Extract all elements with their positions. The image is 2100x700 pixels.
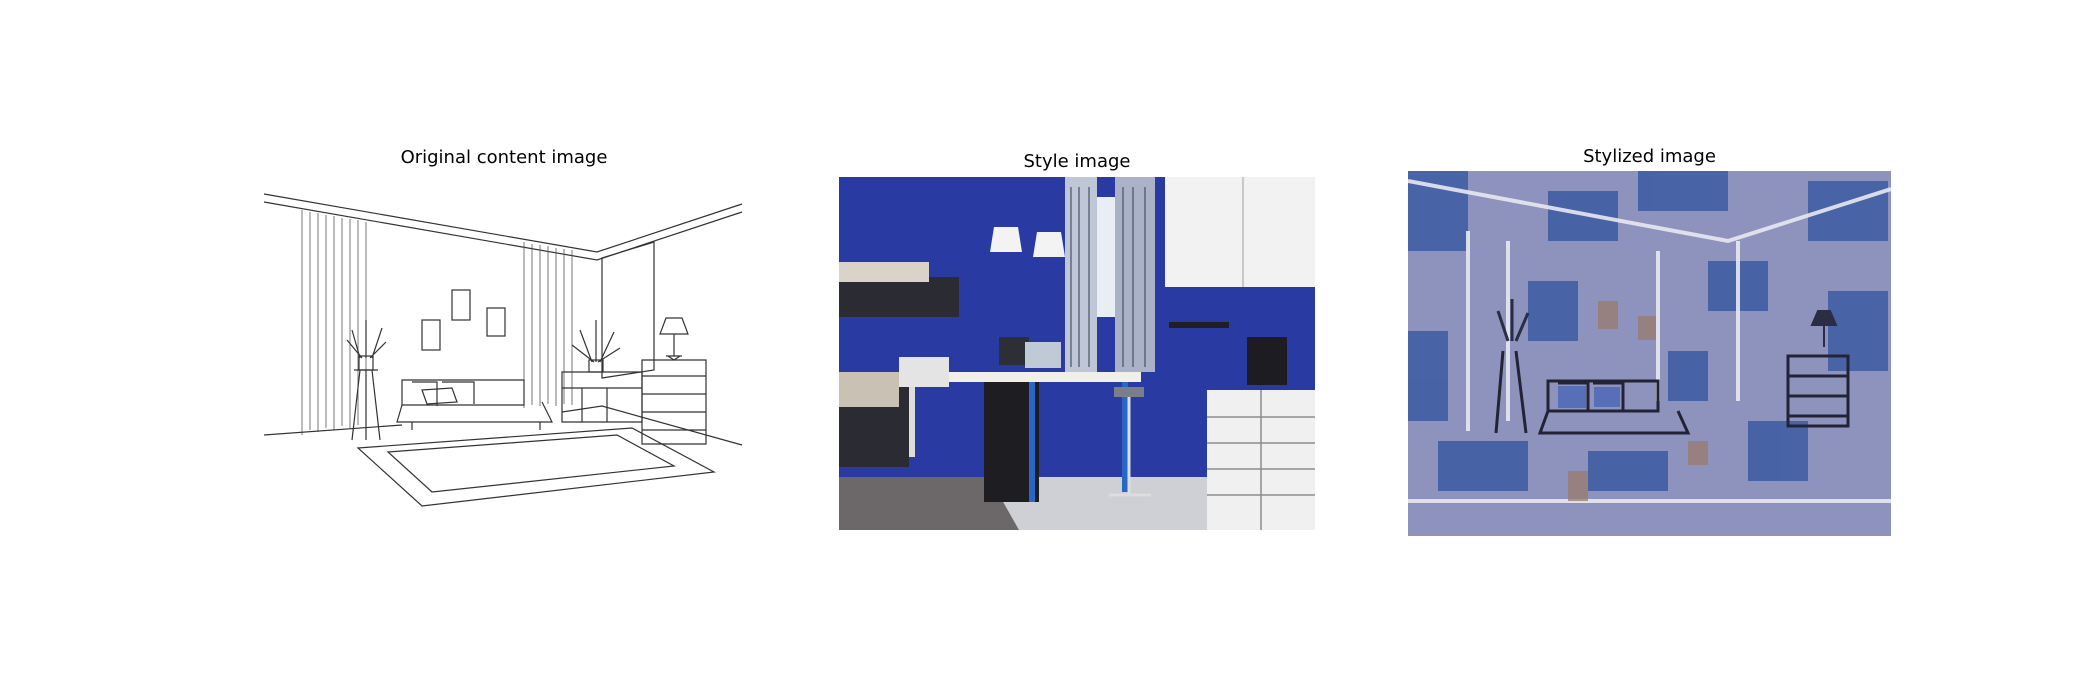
panel-title-style: Style image	[1023, 151, 1131, 172]
panel-title-stylized: Stylized image	[1583, 146, 1716, 167]
content-image-sketch	[262, 190, 746, 510]
panel-style-image	[839, 0, 1315, 700]
panel-title-content: Original content image	[400, 147, 608, 168]
style-image-photo	[839, 177, 1315, 530]
panel-content-image	[262, 0, 746, 700]
panel-stylized-image	[1408, 0, 1891, 700]
stylized-image-render	[1408, 171, 1891, 536]
